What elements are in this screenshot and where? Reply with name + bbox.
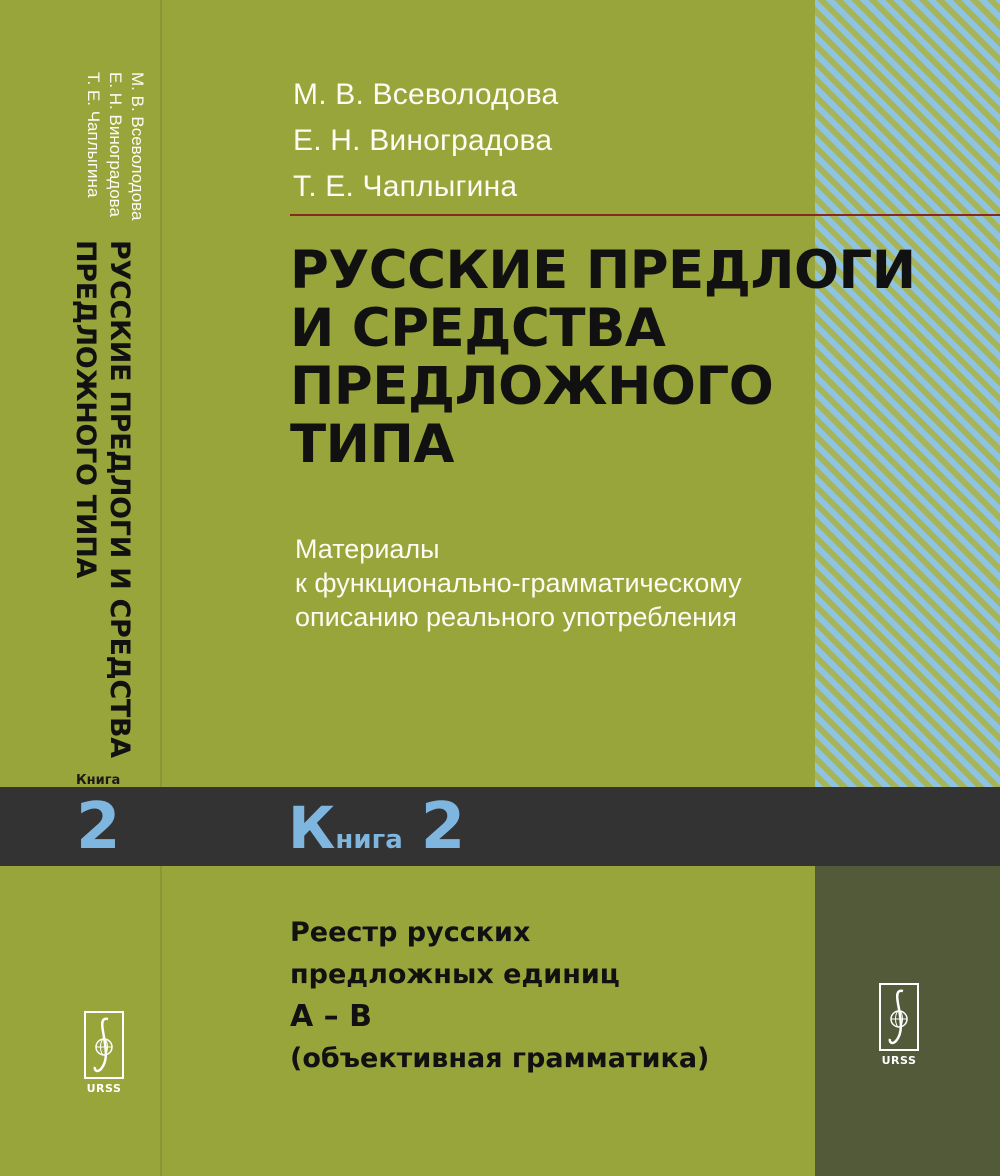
volume-line: (объективная грамматика) — [290, 1043, 710, 1074]
title-line: И СРЕДСТВА — [290, 298, 666, 359]
volume-description — [290, 912, 709, 1080]
spine-author: М. В. Всеволодова — [128, 72, 147, 221]
book-label-rest: нига — [335, 825, 403, 855]
spine-title-line: ПРЕДЛОЖНОГО ТИПА — [70, 240, 101, 579]
book-subtitle — [295, 532, 742, 634]
spine-publisher-brand: URSS — [86, 1082, 122, 1095]
author: Т. Е. Чаплыгина — [293, 170, 518, 203]
urss-logo-icon — [84, 1011, 124, 1079]
book-label-initial: К — [288, 794, 336, 862]
spine-fold-line — [160, 0, 162, 1176]
book-number-label — [288, 792, 465, 862]
subtitle-line: Материалы — [295, 534, 440, 564]
spine-publisher-logo — [82, 1011, 126, 1095]
urss-logo-icon — [879, 983, 919, 1051]
title-line: РУССКИЕ ПРЕДЛОГИ — [290, 240, 916, 301]
spine-author: Е. Н. Виноградова — [106, 72, 125, 217]
book-title — [290, 242, 916, 474]
volume-range: А – В — [290, 999, 372, 1034]
subtitle-line: описанию реального употребления — [295, 602, 737, 632]
title-line: ТИПА — [290, 414, 454, 475]
spine-book-number: 2 — [76, 790, 121, 864]
spine-title-line: РУССКИЕ ПРЕДЛОГИ И СРЕДСТВА — [104, 240, 135, 758]
spine-book-label: Книга — [76, 773, 121, 788]
spine-author: Т. Е. Чаплыгина — [84, 72, 103, 198]
divider-rule — [290, 214, 1000, 216]
publisher-logo — [877, 983, 921, 1067]
subtitle-line: к функционально-грамматическому — [295, 568, 742, 598]
author: М. В. Всеволодова — [293, 78, 559, 111]
spine-authors — [82, 72, 148, 220]
spine-title — [68, 240, 136, 758]
publisher-brand: URSS — [881, 1054, 917, 1067]
volume-line: предложных единиц — [290, 959, 620, 990]
book-number-band — [0, 787, 1000, 866]
title-line: ПРЕДЛОЖНОГО — [290, 356, 774, 417]
authors — [293, 72, 558, 210]
book-number: 2 — [420, 790, 466, 864]
author: Е. Н. Виноградова — [293, 124, 553, 157]
volume-line: Реестр русских — [290, 917, 531, 948]
